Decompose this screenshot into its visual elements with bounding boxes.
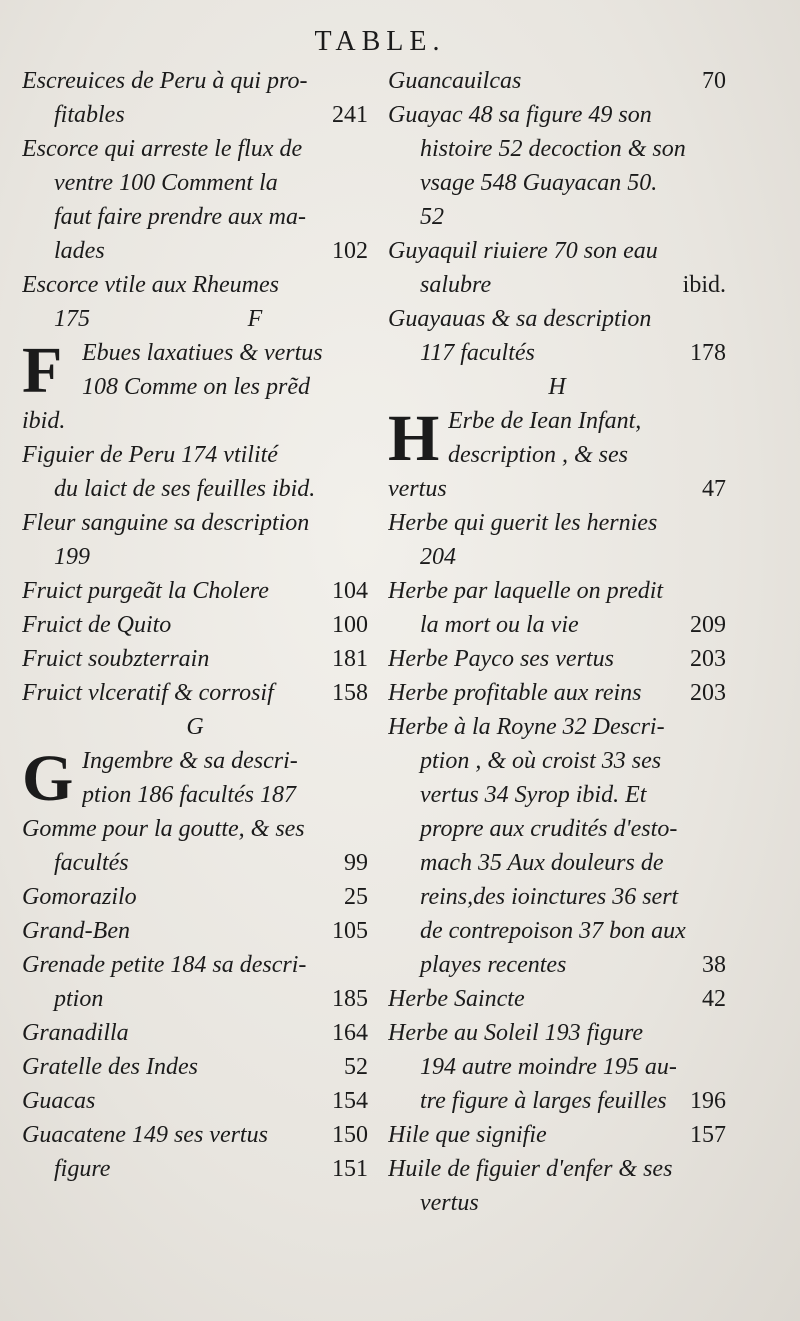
index-text: Huile de figuier d'enfer & ses xyxy=(388,1156,673,1182)
page-number: 151 xyxy=(332,1156,368,1182)
index-entry xyxy=(22,132,368,268)
index-line xyxy=(388,812,726,846)
entries-f-group xyxy=(22,438,368,710)
page-number: 164 xyxy=(332,1020,368,1046)
index-line xyxy=(388,642,726,676)
page-number: 241 xyxy=(332,102,368,128)
index-text: Ingembre & sa descri- xyxy=(82,748,298,774)
index-line xyxy=(22,948,368,982)
index-text: propre aux crudités d'esto- xyxy=(420,816,678,842)
index-text: Fruict purgeãt la Cholere xyxy=(22,578,269,604)
page-number: 203 xyxy=(690,646,726,672)
index-text: Figuier de Peru 174 vtilité xyxy=(22,442,278,468)
index-text: ption , & où croist 33 ses xyxy=(420,748,662,774)
page-number: 99 xyxy=(344,850,368,876)
index-line xyxy=(22,1050,368,1084)
index-entry xyxy=(388,676,726,710)
page-number: 105 xyxy=(332,918,368,944)
index-line xyxy=(22,234,368,268)
index-line xyxy=(388,710,726,744)
index-line xyxy=(22,506,368,540)
index-text: vertus xyxy=(420,1190,479,1216)
index-entry xyxy=(22,268,368,336)
index-text: vertus 34 Syrop ibid. Et xyxy=(420,782,647,808)
index-line xyxy=(22,982,368,1016)
index-line xyxy=(22,404,368,438)
index-text: 199 xyxy=(54,544,90,570)
index-text: lades xyxy=(54,238,105,264)
index-entry xyxy=(388,64,726,98)
index-text: Herbe profitable aux reins xyxy=(388,680,642,706)
index-text: 108 Comme on les prẽd xyxy=(82,374,310,400)
index-line xyxy=(22,98,368,132)
index-text: facultés xyxy=(54,850,129,876)
index-line xyxy=(22,574,368,608)
index-line xyxy=(82,744,368,778)
index-text: Grand-Ben xyxy=(22,918,130,944)
index-text: Herbe Saincte xyxy=(388,986,525,1012)
index-text: fitables xyxy=(54,102,125,128)
index-entry xyxy=(388,234,726,302)
entries-g-group xyxy=(22,812,368,1186)
index-entry xyxy=(22,676,368,710)
index-text: la mort ou la vie xyxy=(420,612,579,638)
index-line xyxy=(388,982,726,1016)
index-text: Fleur sanguine sa description xyxy=(22,510,310,536)
index-text: du laict de ses feuilles ibid. xyxy=(54,476,316,502)
index-line xyxy=(82,370,368,404)
index-entry xyxy=(388,1118,726,1152)
index-line xyxy=(388,166,726,200)
index-entry xyxy=(22,1016,368,1050)
index-entry xyxy=(388,1016,726,1118)
page-number: 47 xyxy=(702,476,726,502)
index-line xyxy=(22,268,368,302)
page-number: 104 xyxy=(332,578,368,604)
index-text: 204 xyxy=(420,544,456,570)
page-number: 185 xyxy=(332,986,368,1012)
index-line xyxy=(388,506,726,540)
index-line xyxy=(22,472,368,506)
index-text: vsage 548 Guayacan 50. xyxy=(420,170,658,196)
index-text: mach 35 Aux douleurs de xyxy=(420,850,664,876)
dropcap-f: F xyxy=(22,334,63,407)
index-line xyxy=(388,778,726,812)
index-line xyxy=(448,438,726,472)
page-number: 158 xyxy=(332,680,368,706)
index-text: ventre 100 Comment la xyxy=(54,170,278,196)
left-column xyxy=(22,64,368,1186)
index-text: figure xyxy=(54,1156,111,1182)
letter-heading-g: G xyxy=(186,714,204,740)
index-entry xyxy=(388,302,726,370)
index-entry xyxy=(388,642,726,676)
index-text: reins,des ioinctures 36 sert xyxy=(420,884,679,910)
dropcap-entry-f xyxy=(22,336,368,438)
index-line xyxy=(388,98,726,132)
index-line xyxy=(388,846,726,880)
index-entry xyxy=(22,812,368,880)
index-text: 117 facultés xyxy=(420,340,535,366)
index-line xyxy=(388,914,726,948)
index-line xyxy=(22,812,368,846)
index-text: 194 autre moindre 195 au- xyxy=(420,1054,677,1080)
index-text: Escorce qui arreste le flux de xyxy=(22,136,303,162)
running-title: TABLE. xyxy=(314,26,446,57)
index-text: Escreuices de Peru à qui pro- xyxy=(22,68,308,94)
index-text: Herbe par laquelle on predit xyxy=(388,578,664,604)
index-text: Guacatene 149 ses vertus xyxy=(22,1122,268,1148)
index-line xyxy=(388,948,726,982)
index-line xyxy=(22,64,368,98)
index-line xyxy=(388,1118,726,1152)
index-line xyxy=(388,880,726,914)
page-number: 100 xyxy=(332,612,368,638)
index-line xyxy=(388,540,726,574)
index-text: vertus xyxy=(388,476,447,502)
index-text: Erbe de Iean Infant, xyxy=(448,408,642,434)
index-entry xyxy=(22,642,368,676)
entries-h-group xyxy=(388,506,726,1220)
index-line xyxy=(388,132,726,166)
index-line xyxy=(82,336,368,370)
page-number: 52 xyxy=(344,1054,368,1080)
index-text: Gomme pour la goutte, & ses xyxy=(22,816,305,842)
page-number: 70 xyxy=(702,68,726,94)
index-line xyxy=(22,200,368,234)
index-line xyxy=(388,574,726,608)
index-text: Hile que signifie xyxy=(388,1122,547,1148)
page-number: 196 xyxy=(690,1088,726,1114)
index-text: Granadilla xyxy=(22,1020,129,1046)
index-line xyxy=(22,438,368,472)
index-text: de contrepoison 37 bon aux xyxy=(420,918,686,944)
index-line xyxy=(388,1084,726,1118)
index-line xyxy=(22,166,368,200)
index-entry xyxy=(22,608,368,642)
index-line xyxy=(22,1016,368,1050)
index-line xyxy=(22,1118,368,1152)
page-number: ibid. xyxy=(682,272,726,298)
index-text: Herbe à la Royne 32 Descri- xyxy=(388,714,665,740)
index-text: ption 186 facultés 187 xyxy=(82,782,296,808)
index-line xyxy=(388,1050,726,1084)
index-line xyxy=(22,642,368,676)
page-number: 150 xyxy=(332,1122,368,1148)
index-line xyxy=(388,744,726,778)
index-text: 175 xyxy=(54,306,90,332)
page-number: 38 xyxy=(702,952,726,978)
index-text: Fruict vlceratif & corrosif xyxy=(22,680,274,706)
index-entry xyxy=(388,982,726,1016)
index-line xyxy=(388,472,726,506)
index-line xyxy=(388,1152,726,1186)
index-text: salubre xyxy=(420,272,492,298)
entries-e-group xyxy=(22,64,368,336)
index-text: histoire 52 decoction & son xyxy=(420,136,686,162)
index-text: Gratelle des Indes xyxy=(22,1054,198,1080)
index-entry xyxy=(22,506,368,574)
index-text: Herbe Payco ses vertus xyxy=(388,646,614,672)
index-text: Guayac 48 sa figure 49 son xyxy=(388,102,652,128)
index-line xyxy=(388,200,726,234)
index-text: Herbe qui guerit les hernies xyxy=(388,510,658,536)
index-text: Fruict soubzterrain xyxy=(22,646,210,672)
dropcap-h: H xyxy=(388,402,440,475)
index-line xyxy=(22,302,368,336)
index-line xyxy=(388,336,726,370)
index-line xyxy=(22,132,368,166)
index-entry xyxy=(22,438,368,506)
index-line xyxy=(22,1084,368,1118)
index-text: Guacas xyxy=(22,1088,96,1114)
index-text: Gomorazilo xyxy=(22,884,137,910)
index-text: Grenade petite 184 sa descri- xyxy=(22,952,307,978)
page-number: 25 xyxy=(344,884,368,910)
dropcap-entry-g xyxy=(22,742,368,815)
index-text: playes recentes xyxy=(420,952,567,978)
index-line xyxy=(388,234,726,268)
page-number: 178 xyxy=(690,340,726,366)
index-line xyxy=(22,846,368,880)
index-entry xyxy=(388,574,726,642)
index-text: Guyaquil riuiere 70 son eau xyxy=(388,238,658,264)
page-number: 102 xyxy=(332,238,368,264)
index-line xyxy=(388,302,726,336)
index-line xyxy=(388,268,726,302)
index-entry xyxy=(388,710,726,982)
index-entry xyxy=(22,1050,368,1084)
index-line xyxy=(388,64,726,98)
page-number: 157 xyxy=(690,1122,726,1148)
index-text: Fruict de Quito xyxy=(22,612,172,638)
index-line xyxy=(388,676,726,710)
index-entry xyxy=(388,506,726,574)
index-entry xyxy=(388,1152,726,1220)
index-text: 52 xyxy=(420,204,444,230)
index-text: Ebues laxatiues & vertus xyxy=(82,340,323,366)
index-entry xyxy=(22,574,368,608)
index-line xyxy=(22,914,368,948)
index-line xyxy=(388,1016,726,1050)
page-number: 209 xyxy=(690,612,726,638)
index-entry xyxy=(22,914,368,948)
entries-g2-group xyxy=(388,64,726,370)
index-text: Herbe au Soleil 193 figure xyxy=(388,1020,644,1046)
index-line xyxy=(22,608,368,642)
index-entry xyxy=(22,64,368,132)
index-line xyxy=(448,404,726,438)
index-text: Guancauilcas xyxy=(388,68,522,94)
index-entry xyxy=(22,1084,368,1118)
index-line xyxy=(82,778,368,812)
index-entry xyxy=(22,1118,368,1152)
index-text: Escorce vtile aux Rheumes xyxy=(22,272,280,298)
index-text: tre figure à larges feuilles xyxy=(420,1088,667,1114)
index-line xyxy=(388,608,726,642)
index-text: ibid. xyxy=(22,408,66,434)
dropcap-entry-h xyxy=(388,404,726,506)
index-text: description , & ses xyxy=(448,442,628,468)
dropcap-g: G xyxy=(22,742,74,815)
index-line xyxy=(388,1186,726,1220)
index-line xyxy=(22,540,368,574)
index-text: faut faire prendre aux ma- xyxy=(54,204,306,230)
index-line xyxy=(22,1152,368,1186)
page-number: 181 xyxy=(332,646,368,672)
page-number: 154 xyxy=(332,1088,368,1114)
index-line xyxy=(22,676,368,710)
index-entry xyxy=(22,880,368,914)
index-text: ption xyxy=(54,986,104,1012)
page-number: 42 xyxy=(702,986,726,1012)
letter-heading-h: H xyxy=(548,374,566,400)
index-text: Guayauas & sa description xyxy=(388,306,652,332)
index-entry xyxy=(22,1152,368,1186)
right-column xyxy=(388,64,726,1220)
index-line xyxy=(22,880,368,914)
index-entry xyxy=(388,98,726,234)
page-number: 203 xyxy=(690,680,726,706)
index-entry xyxy=(22,948,368,1016)
letter-heading-f: F xyxy=(247,306,263,332)
